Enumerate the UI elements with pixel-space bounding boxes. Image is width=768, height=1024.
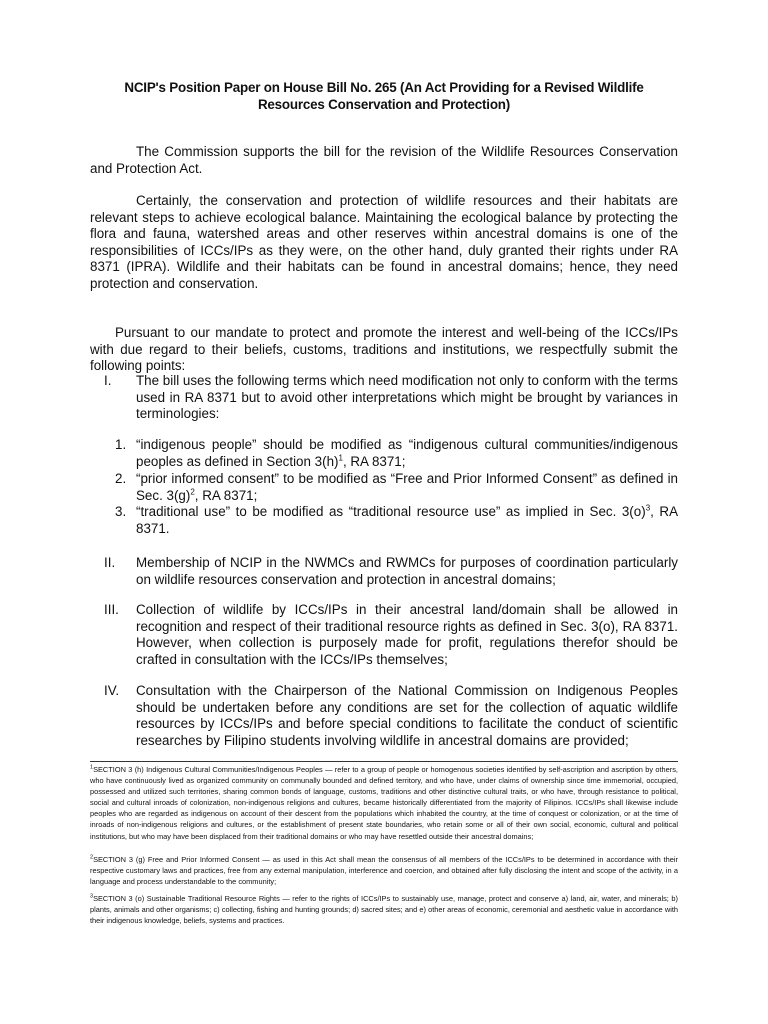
footnote-ref: 1	[338, 453, 343, 463]
subpoint-text: “traditional use” to be modified as “traditional resource use” as implied in Sec. $3(o)^3$, RA 8371.	[136, 503, 679, 536]
footnote-3: $^3$SECTION 3 (o) Sustainable Traditional Resource Rights — refer to the rights of ICCs/IPs to sustainably use, manage, protect and conserve a) land, air, water, and minerals; b) plants, animals and other organisms; c) collecting, fishing and hunting grounds; d) sacred sites; and e) other areas of economic, ceremonial and aesthetic value in accordance with their indigenous knowledge, beliefs, systems and practices.	[90, 893, 678, 926]
point-number: III.	[104, 602, 119, 617]
footnote-2: $^2$SECTION 3 (g) Free and Prior Informed Consent — as used in this Act shall mean the consensus of all members of the ICCs/IPs to be determined in accordance with their respective customary laws and practices, free from any external manipulation, interference and coercion, and obtained after fully disclosing the intent and scope of the activity, in a language and process understandable to the community;	[90, 854, 678, 887]
subpoint-number: 2.	[115, 471, 127, 486]
footnote-marker: 1	[90, 764, 94, 771]
footnote-1: $^1$SECTION 3 (h) Indigenous Cultural Communities/Indigenous Peoples — refer to a group of people or homogenous societies identified by self-ascription and ascription by others, who have continuously lived as organized community on communally bounded and defined territory, and who have, under claims of ownership since time immemorial, occupied, possessed and utilized such territories, sharing common bonds of language, customs, traditions and other distinctive cultural traits, or who have, through resistance to political, social and cultural inroads of colonization, non-indigenous religions and cultures, became historically differentiated from the majority of Filipinos. ICCs/IPs shall likewise include peoples who are regarded as indigenous on account of their descent from the populations which inhabited the country, at the time of conquest or colonization, or at the time of inroads of non-indigenous religions and cultures, or the establishment of present state boundaries, who retain some or all of their own social, economic, cultural and political institutions, but who may have been displaced from their traditional domains or who may have resettled outside their ancestral domains;	[90, 764, 678, 841]
document-title: NCIP's Position Paper on House Bill No. 265 (An Act Providing for a Revised Wildlife Resources Conservation and Protection)	[124, 80, 644, 112]
subpoint-text: “indigenous people” should be modified as “indigenous cultural communities/indigenous peoples as defined in Section $3(h)^1$, RA 8371;	[136, 437, 678, 469]
point-number: II.	[104, 555, 116, 570]
footnote-ref: 2	[190, 487, 195, 497]
footnote-marker: 2	[90, 854, 94, 861]
point-text: Collection of wildlife by ICCs/IPs in their ancestral land/domain shall be allowed in recognition and respect of their traditional resource rights as defined in Sec. 3(o), RA 8371. However, when collection is purposely made for profit, regulations therefor should be crafted in consultation with the ICCs/IPs themselves;	[136, 602, 678, 667]
paragraph-mandate: Pursuant to our mandate to protect and promote the interest and well-being of the ICCs/IPs with due regard to their beliefs, customs, traditions and institutions, we respectfully submit the following points:	[90, 325, 678, 373]
footnote-marker: 3	[90, 893, 94, 900]
subpoint-number: 1.	[115, 437, 127, 452]
point-text: The bill uses the following terms which need modification not only to conform with the terms used in RA 8371 but to avoid other interpretations which might be brought by variances in terminologies:	[136, 373, 678, 421]
point-number: IV.	[104, 683, 120, 698]
footnote-ref: 3	[645, 503, 651, 513]
footnote-divider	[90, 761, 678, 762]
subpoint-text: “prior informed consent” to be modified as “Free and Prior Informed Consent” as defined in Sec. $3(g)^2$, RA 8371;	[136, 471, 678, 503]
point-text: Consultation with the Chairperson of the National Commission on Indigenous Peoples should be undertaken before any conditions are set for the collection of aquatic wildlife resources by ICCs/IPs and before special conditions to facilitate the conduct of scientific researches by Filipino students involving wildlife in ancestral domains are provided;	[136, 683, 678, 748]
paragraph-conservation: Certainly, the conservation and protection of wildlife resources and their habitats are relevant steps to achieve ecological balance. Maintaining the ecological balance by protecting the flora and fauna, watershed areas and other reserves within ancestral domains is one of the responsibilities of ICCs/IPs as they were, on the other hand, duly granted their rights under RA 8371 (IPRA). Wildlife and their habitats can be found in ancestral domains; hence, they need protection and conservation.	[90, 193, 678, 291]
subpoint-number: 3.	[115, 504, 127, 519]
paragraph-support: The Commission supports the bill for the revision of the Wildlife Resources Conservation and Protection Act.	[90, 144, 678, 176]
point-number: I.	[104, 373, 112, 388]
point-text: Membership of NCIP in the NWMCs and RWMCs for purposes of coordination particularly on wildlife resources conservation and protection in ancestral domains;	[136, 555, 678, 587]
